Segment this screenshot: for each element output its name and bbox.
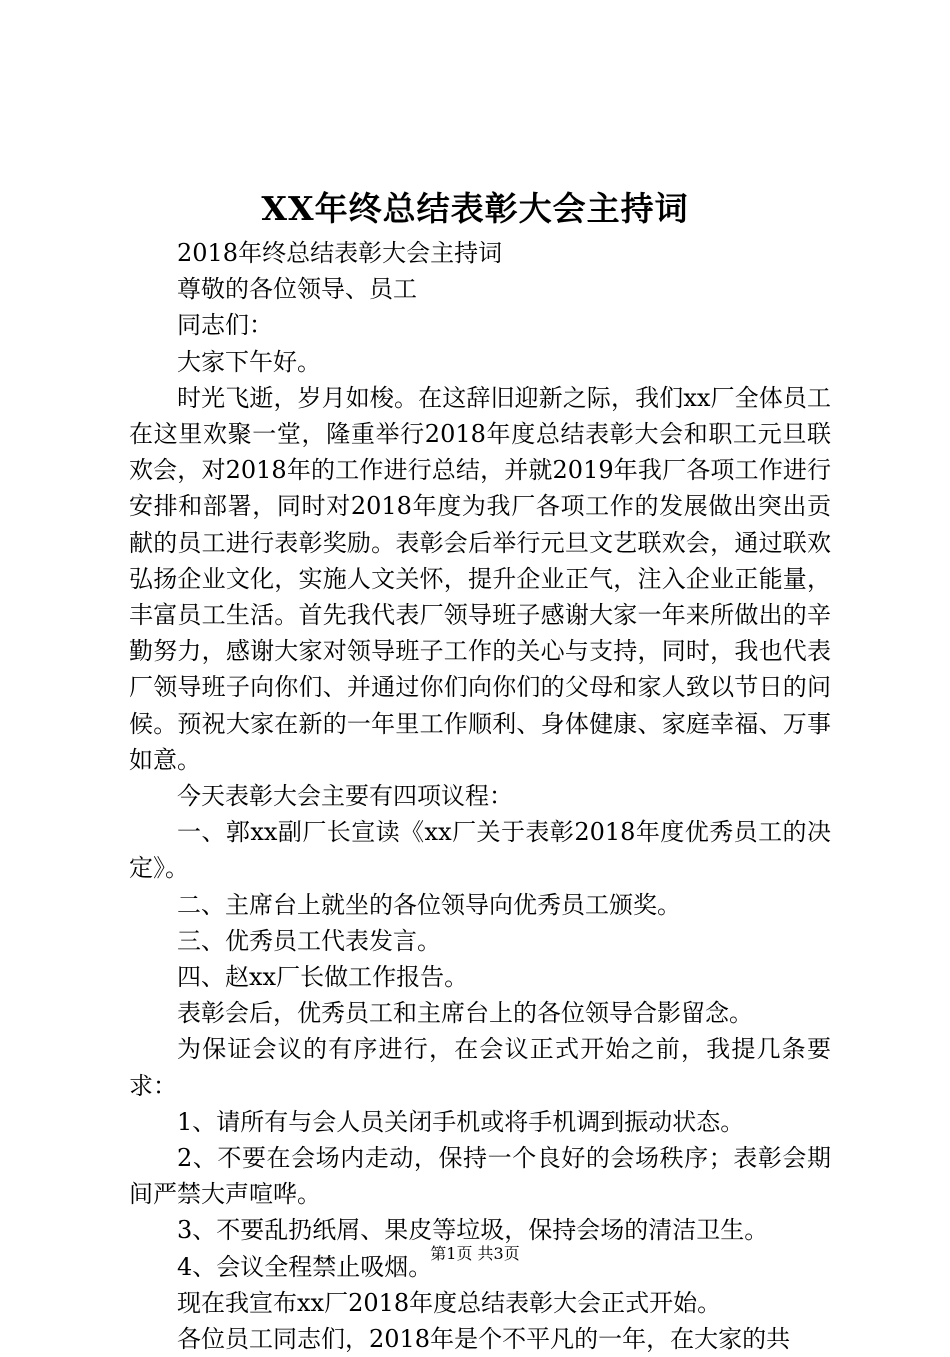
paragraph-requirement-4: 4、会议全程禁止吸烟。 [177,1252,433,1281]
paragraph-requirement-2: 2、不要在会场内走动，保持一个良好的会场秩序；表彰会期间严禁大声喧哗。 [129,1144,831,1209]
paragraph-agenda-item-2: 二、主席台上就坐的各位领导向优秀员工颁奖。 [177,890,681,919]
paragraph-salutation-comrades: 同志们： [177,311,273,340]
paragraph-continuation: 各位员工同志们，2018年是个不平凡的一年，在大家的共 [177,1325,791,1354]
paragraph-announcement: 现在我宣布xx厂2018年度总结表彰大会正式开始。 [177,1288,722,1317]
paragraph-agenda-item-1: 一、郭xx副厂长宣读《xx厂关于表彰2018年度优秀员工的决定》。 [129,818,831,883]
document-body [129,235,831,1357]
page-number-footer: 第1页 共3页 [430,1244,520,1263]
paragraph-agenda-intro: 今天表彰大会主要有四项议程： [177,782,513,811]
paragraph-requirement-1: 1、请所有与会人员关闭手机或将手机调到振动状态。 [177,1107,745,1136]
paragraph-requirements-intro: 为保证会议的有序进行，在会议正式开始之前，我提几条要求： [129,1035,831,1100]
paragraph-photo-session: 表彰会后，优秀员工和主席台上的各位领导合影留念。 [177,999,753,1028]
paragraph-agenda-item-4: 四、赵xx厂长做工作报告。 [177,963,469,992]
paragraph-greeting: 大家下午好。 [177,347,321,376]
document-title: XX年终总结表彰大会主持词 [261,189,689,228]
paragraph-agenda-item-3: 三、优秀员工代表发言。 [177,926,441,955]
paragraph-subtitle: 2018年终总结表彰大会主持词 [177,239,503,267]
paragraph-opening-speech: 时光飞逝，岁月如梭。在这辞旧迎新之际，我们xx厂全体员工在这里欢聚一堂，隆重举行2018年度总结表彰大会和职工元旦联欢会，对2018年的工作进行总结，并就2019年我厂各项工作进行安排和部署，同时对2018年度为我厂各项工作的发展做出突出贡献的员工进行表彰奖励。表彰会后举行元旦文艺联欢会，通过联欢弘扬企业文化，实施人文关怀，提升企业正气，注入企业正能量，丰富员工生活。首先我代表厂领导班子感谢大家一年来所做出的辛勤努力，感谢大家对领导班子工作的关心与支持，同时，我也代表厂领导班子向你们、并通过你们向你们的父母和家人致以节日的问候。预祝大家在新的一年里工作顺利、身体健康、家庭幸福、万事如意。 [129,383,831,774]
paragraph-requirement-3: 3、不要乱扔纸屑、果皮等垃圾，保持会场的清洁卫生。 [177,1216,769,1245]
paragraph-salutation: 尊敬的各位领导、员工 [177,275,417,304]
